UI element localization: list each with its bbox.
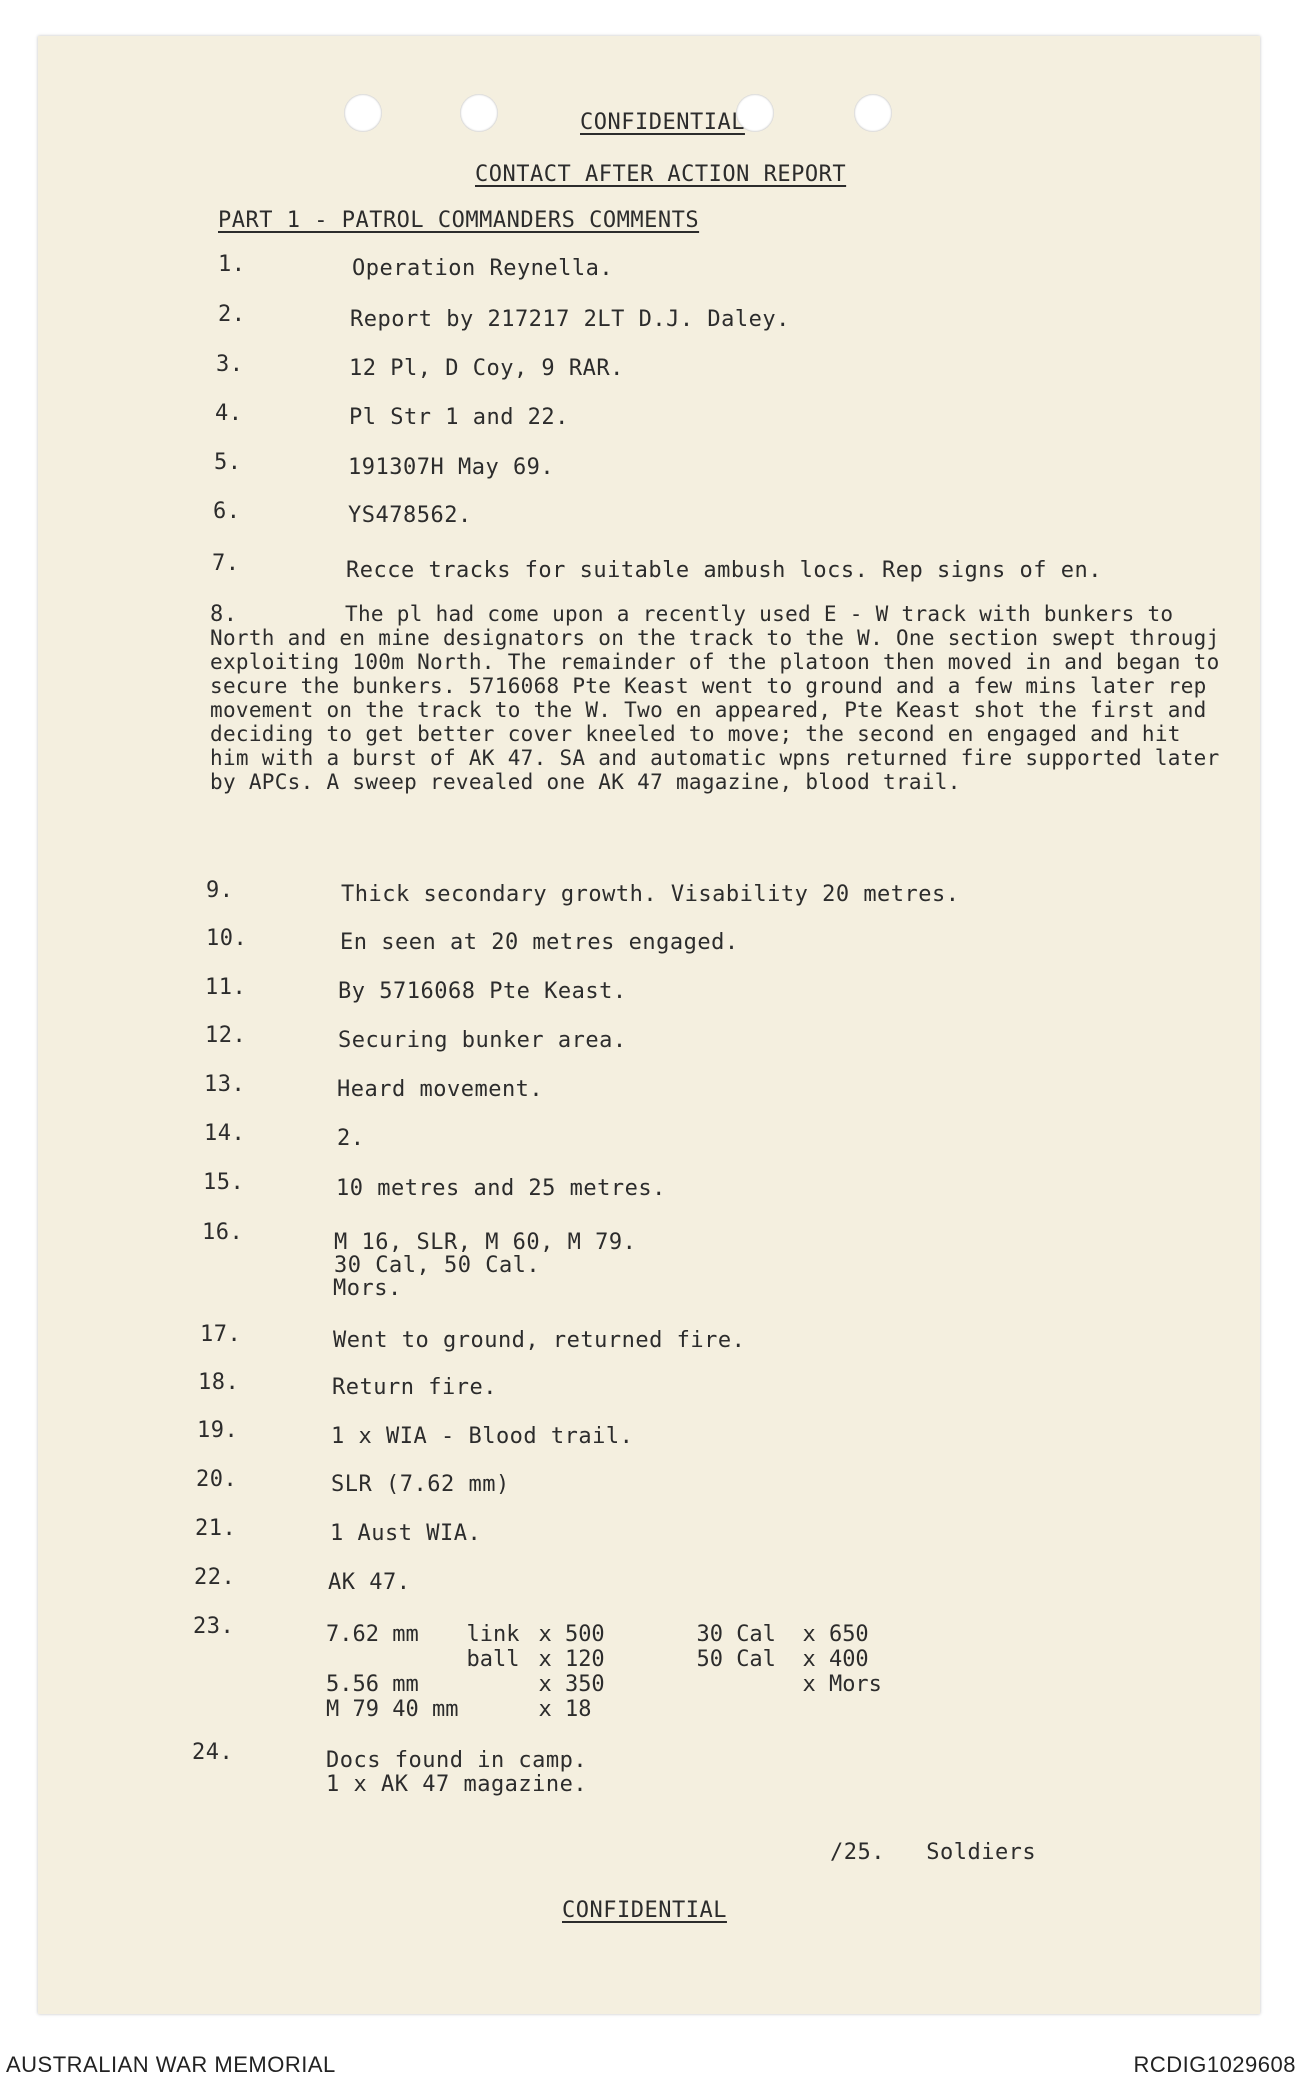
item-number: 23. <box>193 1614 235 1639</box>
ammo-type <box>466 1672 538 1697</box>
item-text: Recce tracks for suitable ambush locs. Rep signs of en. <box>346 558 1102 583</box>
ammo-quantity: x 400 <box>802 1647 869 1672</box>
ammo-quantity: x Mors <box>802 1672 882 1697</box>
item-text: Docs found in camp. <box>326 1748 588 1773</box>
ammo-quantity: x 18 <box>538 1697 592 1722</box>
item-number: 11. <box>205 975 247 1000</box>
archive-credit: AUSTRALIAN WAR MEMORIAL <box>6 2052 336 2077</box>
item-paragraph: The pl had come upon a recently used E - W track with bunkers to North and en mine designators on the track to the W. One section swept througj exploiting 100m North. The remainder of the platoon then moved in and began to secure the bunkers. 5716068 Pte Keast went to ground and a few mins later rep movement on the track to the W. Two en appeared, Pte Keast shot the first and deciding to get better cover kneeled to move; the second en engaged and hit him with a burst of AK 47. SA and automatic wpns returned fire supported later by APCs. A sweep revealed one AK 47 magazine, blood trail. <box>210 602 1220 794</box>
item-number: 24. <box>192 1740 234 1765</box>
item-text: Return fire. <box>332 1375 497 1400</box>
item-number: 15. <box>203 1170 245 1195</box>
item-number: 2. <box>218 302 246 327</box>
ammunition-table <box>326 1622 890 1722</box>
ammo-quantity: x 350 <box>538 1672 605 1697</box>
item-text: Operation Reynella. <box>352 256 614 281</box>
item-number: 8. <box>210 602 238 627</box>
item-text: By 5716068 Pte Keast. <box>338 979 627 1004</box>
item-number: 6. <box>213 499 241 524</box>
ammo-type <box>466 1697 538 1722</box>
ammo-type: ball <box>466 1647 520 1672</box>
item-text: 1 Aust WIA. <box>330 1521 482 1546</box>
ammo-calibre: M 79 40 mm <box>326 1697 459 1722</box>
item-text: 30 Cal, 50 Cal. <box>334 1253 541 1278</box>
item-number: 13. <box>204 1072 246 1097</box>
item-number: 12. <box>205 1023 247 1048</box>
continuation-note: /25. Soldiers <box>830 1840 1037 1865</box>
item-text: 1 x WIA - Blood trail. <box>331 1424 634 1449</box>
item-text: YS478562. <box>348 503 472 528</box>
item-number: 4. <box>215 401 243 426</box>
ammo-calibre <box>696 1697 802 1722</box>
item-number: 16. <box>202 1220 244 1245</box>
item-text: AK 47. <box>328 1570 411 1595</box>
classification-footer: CONFIDENTIAL <box>562 1898 727 1923</box>
item-number: 17. <box>200 1322 242 1347</box>
ammo-quantity: x 500 <box>538 1622 605 1647</box>
item-text: M 16, SLR, M 60, M 79. <box>334 1230 637 1255</box>
ammunition-row <box>326 1697 890 1722</box>
item-text: Pl Str 1 and 22. <box>349 405 569 430</box>
punch-hole <box>460 94 498 132</box>
item-text: 1 x AK 47 magazine. <box>326 1772 588 1797</box>
item-number: 9. <box>206 878 234 903</box>
item-text: Report by 217217 2LT D.J. Daley. <box>350 307 790 332</box>
part-heading: PART 1 - PATROL COMMANDERS COMMENTS <box>218 208 700 233</box>
item-text: Heard movement. <box>337 1077 544 1102</box>
ammo-quantity: x 120 <box>538 1647 605 1672</box>
archive-id: RCDIG1029608 <box>1133 2052 1296 2077</box>
item-number: 18. <box>198 1370 240 1395</box>
classification-header: CONFIDENTIAL <box>580 110 745 135</box>
item-number: 7. <box>212 551 240 576</box>
ammo-calibre: 30 Cal <box>696 1622 776 1647</box>
item-number: 10. <box>206 926 248 951</box>
ammunition-row <box>326 1672 890 1697</box>
item-text: 191307H May 69. <box>348 455 555 480</box>
item-text: Went to ground, returned fire. <box>333 1328 746 1353</box>
item-text: 2. <box>337 1126 365 1151</box>
ammunition-row <box>326 1622 890 1647</box>
ammo-calibre: 7.62 mm <box>326 1622 419 1647</box>
ammunition-row <box>326 1647 890 1672</box>
item-number: 19. <box>197 1418 239 1443</box>
item-number: 3. <box>216 352 244 377</box>
report-title: CONTACT AFTER ACTION REPORT <box>475 162 847 187</box>
ammo-type: link <box>466 1622 520 1647</box>
item-text: En seen at 20 metres engaged. <box>340 930 739 955</box>
item-text: 10 metres and 25 metres. <box>336 1176 666 1201</box>
ammo-calibre <box>326 1647 466 1672</box>
punch-hole <box>854 94 892 132</box>
ammo-calibre <box>696 1672 802 1697</box>
ammo-quantity: x 650 <box>802 1622 869 1647</box>
item-number: 20. <box>196 1467 238 1492</box>
item-number: 5. <box>214 450 242 475</box>
item-text: Thick secondary growth. Visability 20 metres. <box>341 882 960 907</box>
item-text: SLR (7.62 mm) <box>331 1472 510 1497</box>
ammo-quantity <box>802 1697 889 1722</box>
item-text: Mors. <box>333 1276 402 1301</box>
item-number: 1. <box>218 252 246 277</box>
item-number: 14. <box>204 1121 246 1146</box>
ammo-calibre: 5.56 mm <box>326 1672 419 1697</box>
punch-hole <box>344 94 382 132</box>
item-number: 21. <box>195 1516 237 1541</box>
item-number: 22. <box>194 1565 236 1590</box>
item-text: 12 Pl, D Coy, 9 RAR. <box>349 356 624 381</box>
item-text: Securing bunker area. <box>338 1028 627 1053</box>
ammo-calibre: 50 Cal <box>696 1647 776 1672</box>
